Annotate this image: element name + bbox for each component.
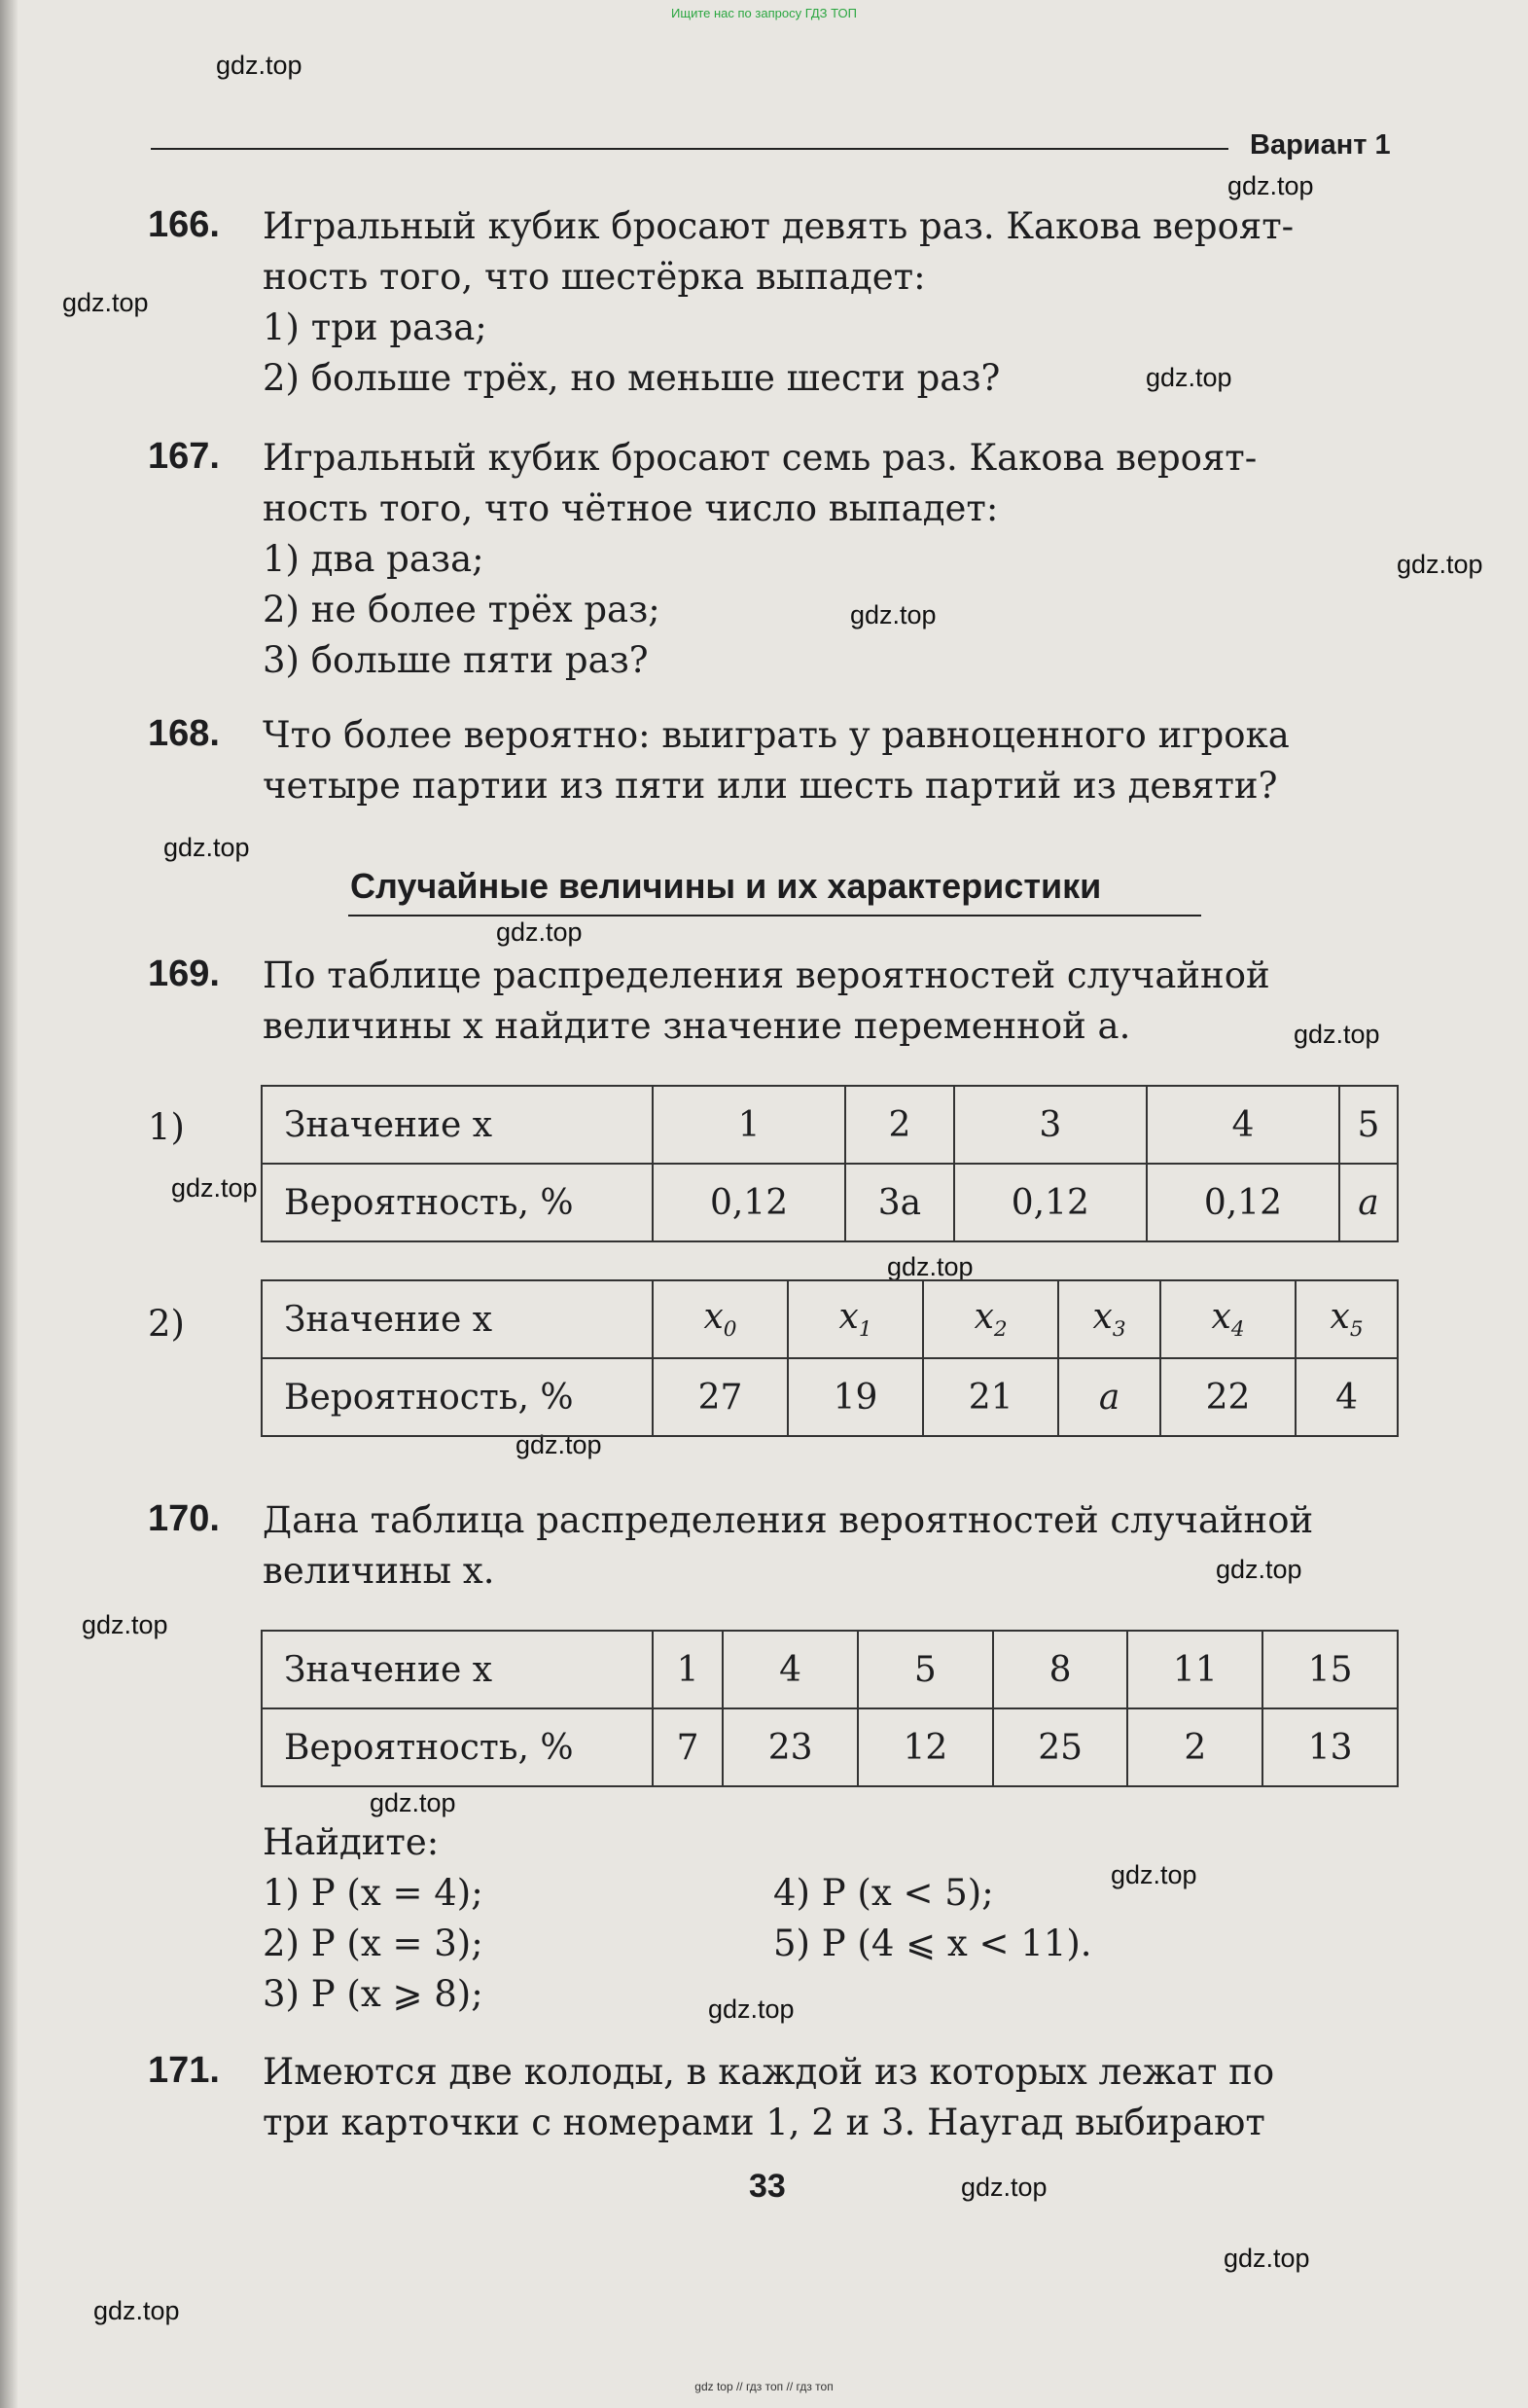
watermark: gdz.top xyxy=(82,1610,168,1639)
table-cell: 4 xyxy=(1296,1358,1398,1436)
table-cell: 3 xyxy=(954,1086,1147,1164)
table-cell: 11 xyxy=(1127,1631,1262,1708)
table-row xyxy=(262,1164,1398,1241)
watermark: gdz.top xyxy=(1294,1020,1380,1049)
problem-166-line: ность того, что шестёрка выпадет: xyxy=(263,256,926,298)
table-row xyxy=(262,1280,1398,1358)
table-cell: $x_2$ xyxy=(923,1280,1058,1358)
problem-170-line: Дана таблица распределения вероятностей случайной xyxy=(263,1499,1314,1541)
page-binding-shadow xyxy=(0,0,18,2408)
table-cell: Вероятность, % xyxy=(262,1708,653,1786)
watermark: gdz.top xyxy=(887,1252,974,1281)
table-cell: $x_5$ xyxy=(1296,1280,1398,1358)
watermark: gdz.top xyxy=(496,917,583,947)
table-cell: $x_4$ xyxy=(1160,1280,1296,1358)
bottom-banner: gdz top // гдз топ // гдз топ xyxy=(694,2380,834,2393)
watermark: gdz.top xyxy=(62,288,149,317)
problem-168-line: Что более вероятно: выиграть у равноценного игрока xyxy=(263,714,1290,756)
header-rule xyxy=(151,148,1228,150)
table-cell: $x_0$ xyxy=(653,1280,788,1358)
watermark: gdz.top xyxy=(1111,1860,1197,1889)
table-cell: 27 xyxy=(653,1358,788,1436)
problem-168-line: четыре партии из пяти или шесть партий из девяти? xyxy=(263,765,1278,807)
table-cell: 2 xyxy=(845,1086,954,1164)
variant-label: Вариант 1 xyxy=(1250,129,1391,161)
table-cell: 5 xyxy=(1339,1086,1398,1164)
problem-170-line: величины x. xyxy=(263,1550,495,1592)
table1-label: 1) xyxy=(148,1106,185,1148)
problem-167-number: 167. xyxy=(148,436,220,477)
table-cell: 4 xyxy=(723,1631,858,1708)
problem-167-line: 3) больше пяти раз? xyxy=(263,639,649,681)
problem-168-number: 168. xyxy=(148,713,220,754)
watermark: gdz.top xyxy=(370,1788,456,1817)
table-cell: a xyxy=(1058,1358,1160,1436)
table-cell: 15 xyxy=(1262,1631,1398,1708)
table-cell: 13 xyxy=(1262,1708,1398,1786)
table-cell: 19 xyxy=(788,1358,923,1436)
top-banner: Ищите нас по запросу ГДЗ ТОП xyxy=(671,6,857,20)
watermark: gdz.top xyxy=(961,2173,1048,2202)
section-underline xyxy=(348,915,1201,916)
distribution-table-1 xyxy=(261,1085,1399,1242)
problem-171-line: Имеются две колоды, в каждой из которых лежат по xyxy=(263,2051,1275,2093)
table-cell: Значение x xyxy=(262,1280,653,1358)
watermark: gdz.top xyxy=(1216,1555,1302,1584)
table-cell: 4 xyxy=(1147,1086,1339,1164)
table-cell: 0,12 xyxy=(1147,1164,1339,1241)
table-cell: Вероятность, % xyxy=(262,1164,653,1241)
table-cell: Вероятность, % xyxy=(262,1358,653,1436)
page-number: 33 xyxy=(749,2168,786,2205)
table-cell: a xyxy=(1339,1164,1398,1241)
watermark: gdz.top xyxy=(1227,171,1314,200)
watermark: gdz.top xyxy=(1224,2244,1310,2273)
problem-167-line: ность того, что чётное число выпадет: xyxy=(263,487,999,529)
table-cell: Значение x xyxy=(262,1086,653,1164)
find-label: Найдите: xyxy=(263,1821,440,1863)
watermark: gdz.top xyxy=(216,51,302,80)
table-row xyxy=(262,1086,1398,1164)
problem-167-line: Игральный кубик бросают семь раз. Какова вероят- xyxy=(263,437,1258,479)
problem-169-number: 169. xyxy=(148,953,220,994)
table-cell: 21 xyxy=(923,1358,1058,1436)
problem-170-number: 170. xyxy=(148,1498,220,1539)
table-cell: 1 xyxy=(653,1631,723,1708)
find-item: 2) P (x = 3); xyxy=(263,1923,483,1964)
table-row xyxy=(262,1358,1398,1436)
watermark: gdz.top xyxy=(163,833,250,862)
problem-166-number: 166. xyxy=(148,204,220,245)
problem-166-line: Игральный кубик бросают девять раз. Какова вероят- xyxy=(263,205,1295,247)
find-item: 1) P (x = 4); xyxy=(263,1872,483,1914)
table-cell: $x_1$ xyxy=(788,1280,923,1358)
find-item: 3) P (x ⩾ 8); xyxy=(263,1973,483,2015)
problem-167-line: 2) не более трёх раз; xyxy=(263,589,660,630)
watermark: gdz.top xyxy=(1146,363,1232,392)
table-cell: 5 xyxy=(858,1631,993,1708)
table-cell: 0,12 xyxy=(954,1164,1147,1241)
table-cell: 3a xyxy=(845,1164,954,1241)
table-cell: 23 xyxy=(723,1708,858,1786)
find-item: 4) P (x < 5); xyxy=(773,1872,994,1914)
table-cell: 0,12 xyxy=(653,1164,845,1241)
find-item: 5) P (4 ⩽ x < 11). xyxy=(773,1923,1092,1964)
problem-167-line: 1) два раза; xyxy=(263,538,484,580)
table-cell: 2 xyxy=(1127,1708,1262,1786)
problem-171-number: 171. xyxy=(148,2050,220,2091)
watermark: gdz.top xyxy=(1397,550,1483,579)
table-cell: 8 xyxy=(993,1631,1128,1708)
watermark: gdz.top xyxy=(515,1430,602,1459)
table-cell: 22 xyxy=(1160,1358,1296,1436)
table-cell: 1 xyxy=(653,1086,845,1164)
table-row xyxy=(262,1708,1398,1786)
table-cell: $x_3$ xyxy=(1058,1280,1160,1358)
table-cell: 7 xyxy=(653,1708,723,1786)
table-row xyxy=(262,1631,1398,1708)
watermark: gdz.top xyxy=(708,1995,795,2024)
distribution-table-2 xyxy=(261,1279,1399,1437)
problem-169-line: величины x найдите значение переменной a. xyxy=(263,1005,1131,1047)
distribution-table-170 xyxy=(261,1630,1399,1787)
section-title: Случайные величины и их характеристики xyxy=(350,866,1102,906)
table2-label: 2) xyxy=(148,1303,185,1345)
watermark: gdz.top xyxy=(93,2296,180,2325)
table-cell: 25 xyxy=(993,1708,1128,1786)
problem-166-line: 1) три раза; xyxy=(263,306,487,348)
table-cell: 12 xyxy=(858,1708,993,1786)
table-cell: Значение x xyxy=(262,1631,653,1708)
watermark: gdz.top xyxy=(171,1173,258,1203)
problem-166-line: 2) больше трёх, но меньше шести раз? xyxy=(263,357,1001,399)
problem-169-line: По таблице распределения вероятностей случайной xyxy=(263,954,1270,996)
problem-171-line: три карточки с номерами 1, 2 и 3. Наугад выбирают xyxy=(263,2102,1265,2143)
watermark: gdz.top xyxy=(850,600,937,629)
